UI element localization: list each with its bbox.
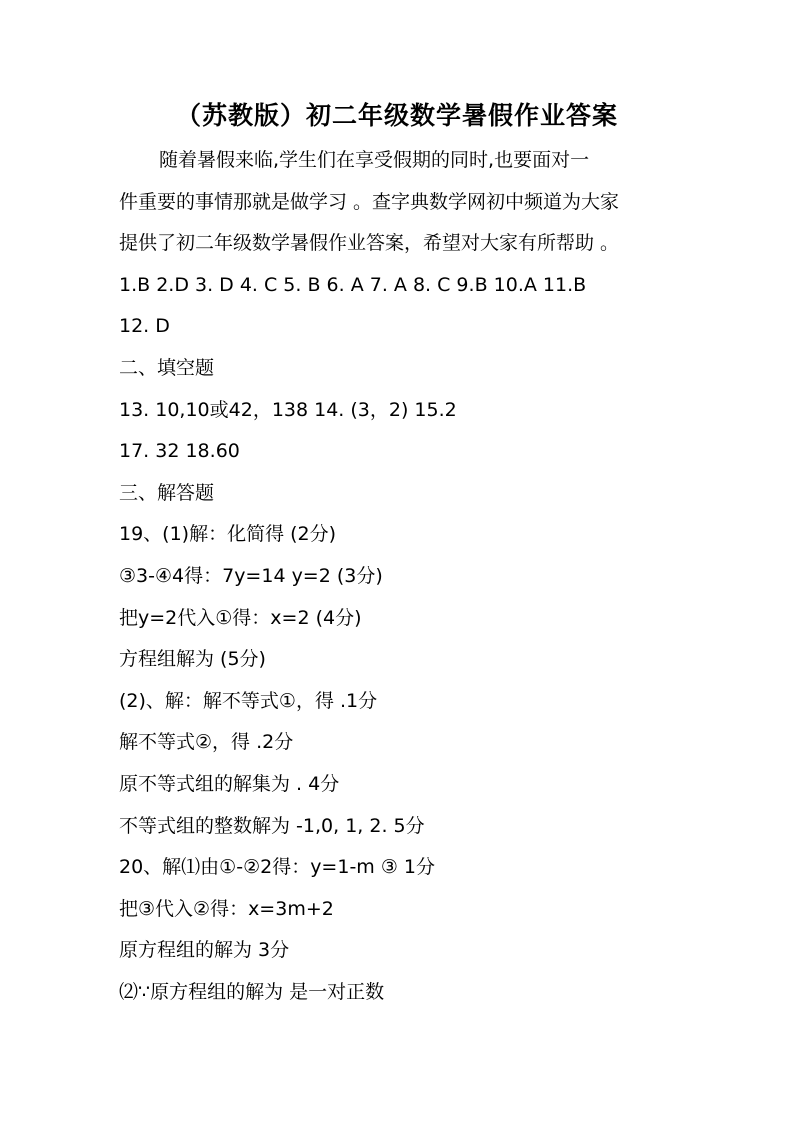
answer-line: 把③代入②得：x=3m+2	[119, 897, 334, 920]
document-body	[119, 140, 679, 1013]
section-heading: 三、解答题	[119, 481, 215, 504]
answer-line: 不等式组的整数解为 -1,0, 1, 2. 5分	[119, 814, 425, 837]
answer-line: 13. 10,10或42，138 14. (3，2) 15.2	[119, 398, 457, 421]
paragraph-line: 件重要的事情那就是做学习 。查字典数学网初中频道为大家	[119, 190, 620, 213]
answer-line: 原不等式组的解集为 . 4分	[119, 772, 340, 795]
answer-line: ⑵∵原方程组的解为 是一对正数	[119, 980, 385, 1003]
answer-line: 把y=2代入①得：x=2 (4分)	[119, 606, 362, 629]
answer-line: 原方程组的解为 3分	[119, 939, 290, 962]
answer-line: 方程组解为 (5分)	[119, 648, 266, 671]
paragraph-line: 随着暑假来临,学生们在享受假期的同时,也要面对一	[159, 149, 590, 171]
answer-line: 1.B 2.D 3. D 4. C 5. B 6. A 7. A 8. C 9.B 10.A 11.B	[119, 273, 587, 296]
document-title: （苏教版）初二年级数学暑假作业答案	[175, 101, 618, 130]
answer-line: 17. 32 18.60	[119, 440, 240, 463]
answer-line: 解不等式②，得 .2分	[119, 731, 294, 754]
answer-line: 12. D	[119, 315, 170, 338]
answer-line: ③3-④4得：7y=14 y=2 (3分)	[119, 564, 383, 587]
section-heading: 二、填空题	[119, 356, 215, 379]
answer-line: 20、解⑴由①-②2得：y=1-m ③ 1分	[119, 856, 436, 879]
answer-line: (2)、解：解不等式①，得 .1分	[119, 689, 378, 712]
paragraph-line: 提供了初二年级数学暑假作业答案，希望对大家有所帮助 。	[119, 232, 620, 255]
answer-line: 19、(1)解：化简得 (2分)	[119, 523, 337, 546]
